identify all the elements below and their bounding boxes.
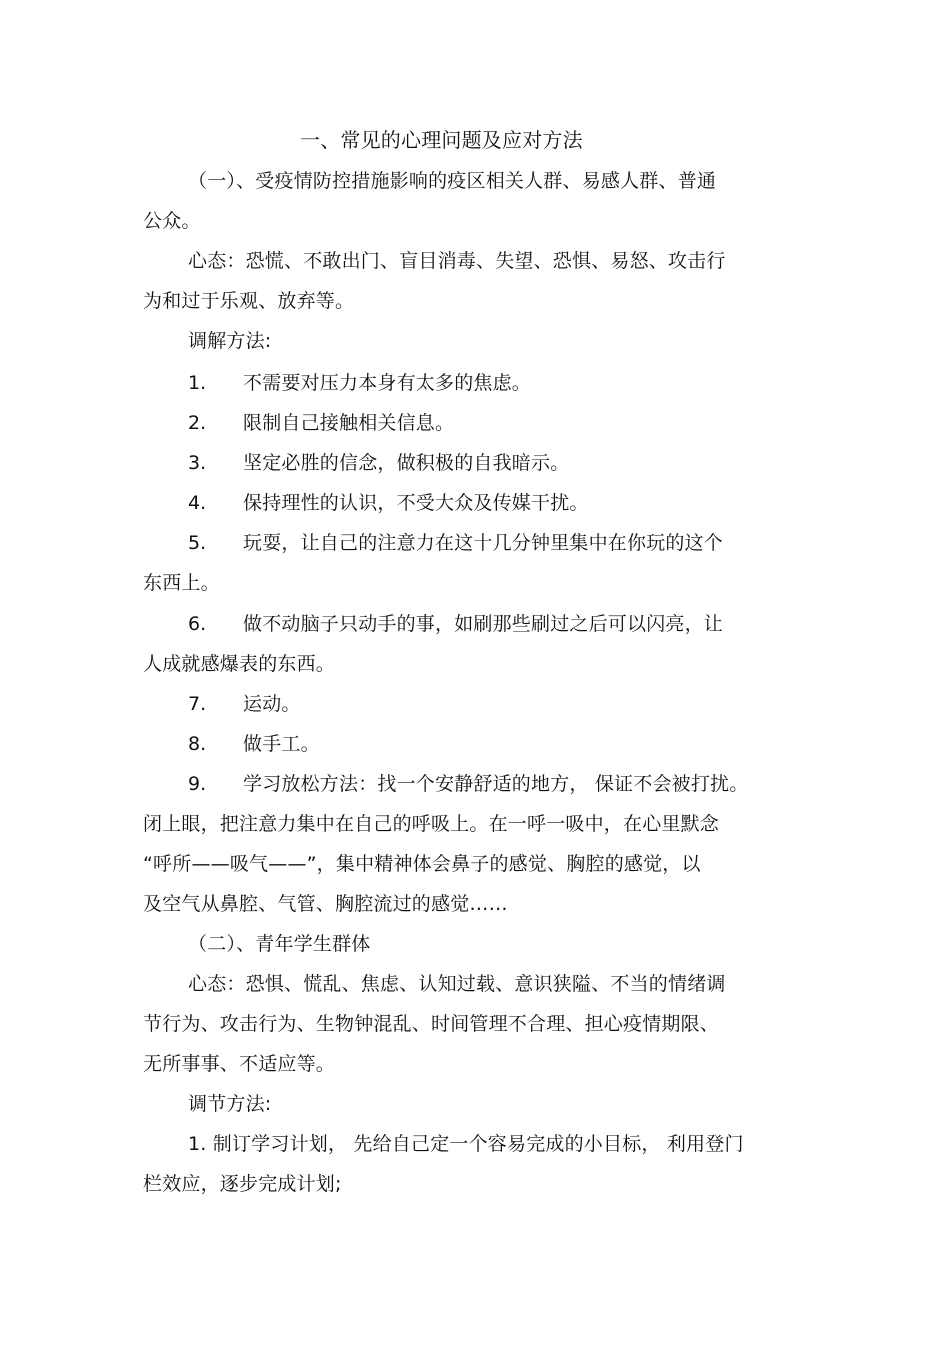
- section2-methods-label: 调节方法:: [188, 1093, 272, 1115]
- list-item-text-continued: 人成就感爆表的东西。: [143, 653, 336, 675]
- list-item-number: 4.: [188, 492, 207, 514]
- list-item-text: 不需要对压力本身有太多的焦虑。: [243, 372, 532, 394]
- section2-mindset-line1: 心态：恐惧、慌乱、焦虑、认知过载、意识狭隘、不当的情绪调: [188, 973, 726, 995]
- list-item-number: 1.: [188, 372, 207, 394]
- section1-heading-line1: （一）、受疫情防控措施影响的疫区相关人群、易感人群、普通: [188, 170, 717, 192]
- list-item-number: 6.: [188, 613, 207, 635]
- section2-mindset-line2: 节行为、攻击行为、生物钟混乱、时间管理不合理、担心疫情期限、: [143, 1013, 720, 1035]
- list-item-number: 3.: [188, 452, 207, 474]
- section2-item1-line2: 栏效应，逐步完成计划;: [143, 1173, 342, 1195]
- list-item-text: 做不动脑子只动手的事，如刷那些刷过之后可以闪亮，让: [243, 613, 724, 635]
- list-item-text: 限制自己接触相关信息。: [243, 412, 455, 434]
- section1-mindset-line1: 心态：恐慌、不敢出门、盲目消毒、失望、恐惧、易怒、攻击行: [188, 250, 726, 272]
- list-item-text-continued: 及空气从鼻腔、气管、胸腔流过的感觉……: [143, 893, 508, 915]
- list-item-number: 7.: [188, 693, 207, 715]
- list-item-text: 做手工。: [243, 733, 320, 755]
- list-item-text: 坚定必胜的信念，做积极的自我暗示。: [243, 452, 570, 474]
- list-item-text-continued: 闭上眼，把注意力集中在自己的呼吸上。在一呼一吸中，在心里默念: [143, 813, 720, 835]
- section2-heading: （二）、青年学生群体: [188, 933, 371, 955]
- page-title: 一、常见的心理问题及应对方法: [300, 128, 583, 152]
- section1-methods-label: 调解方法:: [188, 330, 272, 352]
- list-item-text: 运动。: [243, 693, 301, 715]
- section2-mindset-line3: 无所事事、不适应等。: [143, 1053, 336, 1075]
- list-item-text: 保持理性的认识，不受大众及传媒干扰。: [243, 492, 589, 514]
- section2-item1-line1: 1. 制订学习计划， 先给自己定一个容易完成的小目标， 利用登门: [188, 1133, 744, 1155]
- list-item-number: 8.: [188, 733, 207, 755]
- section1-mindset-line2: 为和过于乐观、放弃等。: [143, 290, 355, 312]
- list-item-text: 玩耍，让自己的注意力在这十几分钟里集中在你玩的这个: [243, 532, 724, 554]
- list-item-number: 5.: [188, 532, 207, 554]
- list-item-text: 学习放松方法：找一个安静舒适的地方， 保证不会被打扰。: [243, 773, 749, 795]
- list-item-text-continued: “呼所——吸气——”，集中精神体会鼻子的感觉、胸腔的感觉，以: [143, 853, 701, 875]
- list-item-number: 2.: [188, 412, 207, 434]
- list-item-number: 9.: [188, 773, 207, 795]
- list-item-text-continued: 东西上。: [143, 572, 220, 594]
- section1-heading-line2: 公众。: [143, 210, 201, 232]
